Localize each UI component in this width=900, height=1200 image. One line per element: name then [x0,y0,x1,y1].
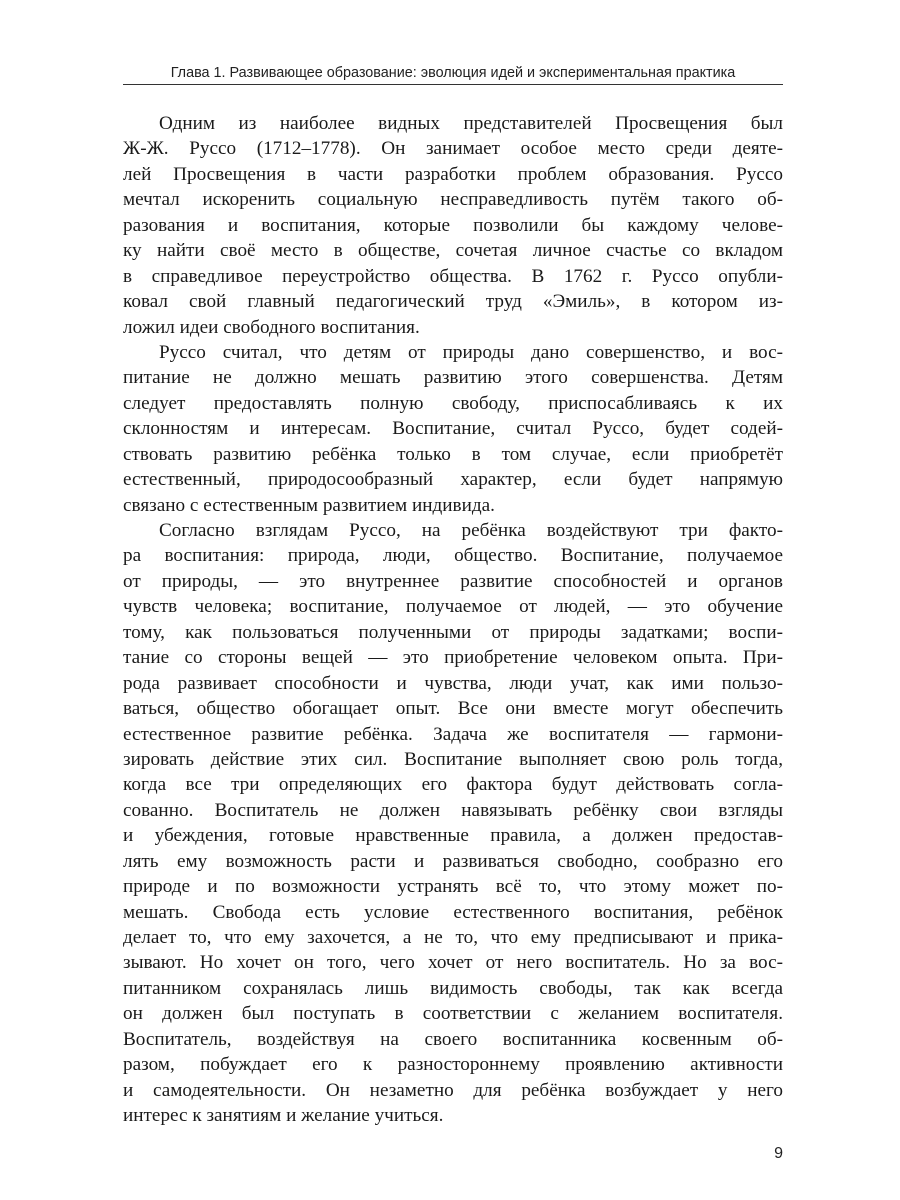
text-line: лей Просвещения в части разработки проблем образования. Руссо [123,163,783,185]
header-rule [123,84,783,85]
text-line: Воспитатель, воздействуя на своего воспитанника косвенным об- [123,1028,783,1050]
text-line: разом, побуждает его к разностороннему проявлению активности [123,1054,783,1076]
text-line: склонностям и интересам. Воспитание, считал Руссо, будет содей- [123,418,783,440]
text-line: когда все три определяющих его фактора будут действовать согла- [123,774,783,796]
paragraph-1 [123,111,783,340]
text-line: ку найти своё место в обществе, сочетая личное счастье со вкладом [123,240,783,262]
text-line: естественное развитие ребёнка. Задача же воспитателя — гармони- [123,723,783,745]
text-line: Одним из наиболее видных представителей Просвещения был [159,113,783,134]
text-line: связано с естественным развитием индивида. [123,494,495,516]
text-line: и убеждения, готовые нравственные правила, а должен предостав- [123,825,783,847]
text-line: зировать действие этих сил. Воспитание выполняет свою роль тогда, [123,748,783,770]
text-line: чувств человека; воспитание, получаемое от людей, — это обучение [123,596,783,618]
text-line: мечтал искоренить социальную несправедливость путём такого об- [123,189,783,211]
text-line: питанником сохранялась лишь видимость свободы, так как всегда [123,977,783,999]
text-line: и самодеятельности. Он незаметно для ребёнка возбуждает у него [123,1079,783,1101]
text-line: в справедливое переустройство общества. В 1762 г. Руссо опубли- [123,265,783,287]
text-line: питание не должно мешать развитию этого совершенства. Детям [123,367,783,389]
text-line: интерес к занятиям и желание учиться. [123,1105,444,1127]
text-line: он должен был поступать в соответствии с желанием воспитателя. [123,1003,783,1025]
text-line: ра воспитания: природа, люди, общество. Воспитание, получаемое [123,545,783,567]
paragraph-2 [123,340,783,518]
running-head: Глава 1. Развивающее образование: эволюция идей и экспериментальная практика [170,65,736,81]
body-text [123,111,783,1129]
text-line: естественный, природосообразный характер, если будет напрямую [123,469,783,491]
paragraph-3 [123,518,783,1129]
text-line: рода развивает способности и чувства, люди учат, как ими пользо- [123,672,783,694]
text-line: следует предоставлять полную свободу, приспосабливаясь к их [123,392,783,414]
text-line: ложил идеи свободного воспитания. [123,316,420,338]
text-line: ваться, общество обогащает опыт. Все они вместе могут обеспечить [123,698,783,720]
text-line: мешать. Свобода есть условие естественного воспитания, ребёнок [123,901,783,923]
text-line: лять ему возможность расти и развиваться свободно, сообразно его [123,850,783,872]
text-line: Согласно взглядам Руссо, на ребёнка воздействуют три факто- [159,520,783,541]
text-line: тому, как пользоваться полученными от природы задатками; воспи- [123,621,783,643]
text-line: природе и по возможности устранять всё то, что этому может по- [123,876,783,898]
text-line: от природы, — это внутреннее развитие способностей и органов [123,570,783,592]
text-line: ковал свой главный педагогический труд «Эмиль», в котором из- [123,291,783,313]
text-line: разования и воспитания, которые позволили бы каждому челове- [123,214,783,236]
text-line: Руссо считал, что детям от природы дано совершенство, и вос- [159,341,783,363]
text-line: Ж-Ж. Руссо (1712–1778). Он занимает особое место среди деяте- [123,138,783,160]
text-line: сованно. Воспитатель не должен навязывать ребёнку свои взгляды [123,799,783,821]
text-line: ствовать развитию ребёнка только в том случае, если приобретёт [123,443,783,465]
text-line: делает то, что ему захочется, а не то, что ему предписывают и прика- [123,927,783,948]
page-number: 9 [774,1145,783,1162]
text-line: зывают. Но хочет он того, чего хочет от него воспитатель. Но за вос- [123,952,783,974]
text-line: тание со стороны вещей — это приобретение человеком опыта. При- [123,647,783,669]
